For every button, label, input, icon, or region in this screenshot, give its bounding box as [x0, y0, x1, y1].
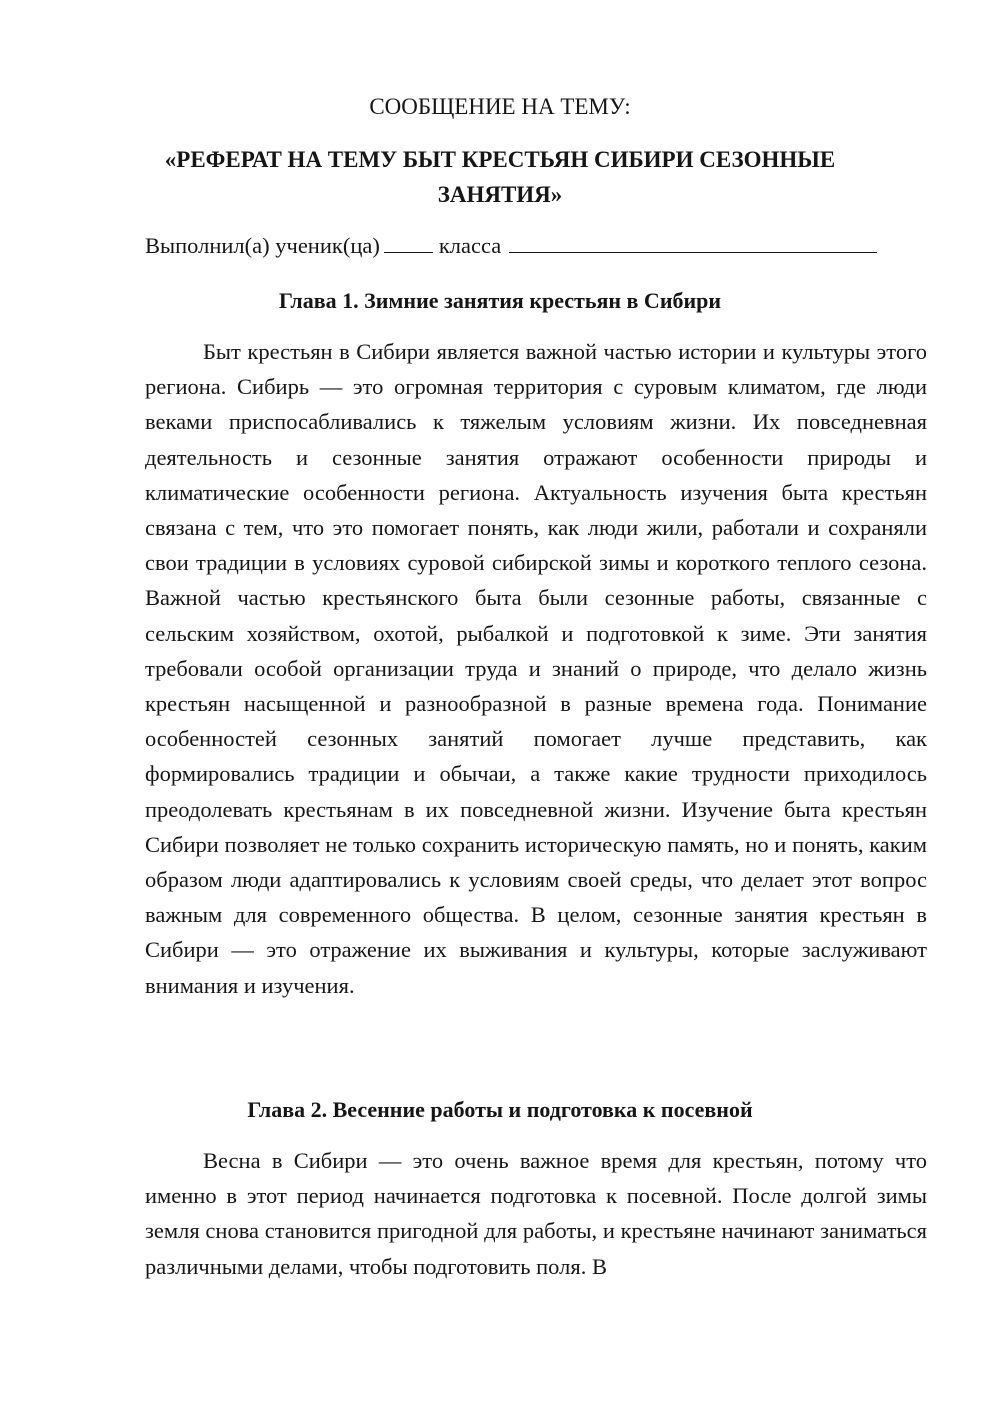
- document-title: «РЕФЕРАТ НА ТЕМУ БЫТ КРЕСТЬЯН СИБИРИ СЕЗОННЫЕ ЗАНЯТИЯ»: [164, 147, 836, 207]
- class-number-blank: [384, 231, 433, 253]
- chapter-2-heading: Глава 2. Весенние работы и подготовка к посевной: [247, 1097, 753, 1122]
- document-subtitle: СООБЩЕНИЕ НА ТЕМУ:: [369, 94, 631, 119]
- student-name-blank: [509, 231, 877, 253]
- chapter-1-heading: Глава 1. Зимние занятия крестьян в Сибири: [278, 288, 722, 313]
- chapter-1-paragraph: Быт крестьян в Сибири является важной частью истории и культуры этого региона. Сибирь — это огромная территория с суровым климатом, где люди веками приспосабливались к тяжелым условиям жизни. Их повседневная деятельность и сезонные занятия отражают особенности природы и климатические особенности региона. Актуальность изучения быта крестьян связана с тем, что это помогает понять, как люди жили, работали и сохраняли свои традиции в условиях суровой сибирской зимы и короткого теплого сезона. Важной частью крестьянского быта были сезонные работы, связанные с сельским хозяйством, охотой, рыбалкой и подготовкой к зиме. Эти занятия требовали особой организации труда и знаний о природе, что делало жизнь крестьян насыщенной и разнообразной в разные времена года. Понимание особенностей сезонных занятий помогает лучше представить, как формировались традиции и обычаи, а также какие трудности приходилось преодолевать крестьянам в их повседневной жизни. Изучение быта крестьян Сибири позволяет не только сохранить историческую память, но и понять, каким образом люди адаптировались к условиям своей среды, что делает этот вопрос важным для современного общества. В целом, сезонные занятия крестьян в Сибири — это отражение их выживания и культуры, которые заслуживают внимания и изучения.: [145, 339, 927, 998]
- performed-by-label: Выполнил(а) ученик(ца): [145, 233, 380, 258]
- class-label: класса: [438, 233, 502, 258]
- chapter-2-paragraph: Весна в Сибири — это очень важное время для крестьян, потому что именно в этот период начинается подготовка к посевной. После долгой зимы земля снова становится пригодной для работы, и крестьяне начинают заниматься различными делами, чтобы подготовить поля. В: [145, 1148, 927, 1279]
- author-byline: [145, 231, 925, 259]
